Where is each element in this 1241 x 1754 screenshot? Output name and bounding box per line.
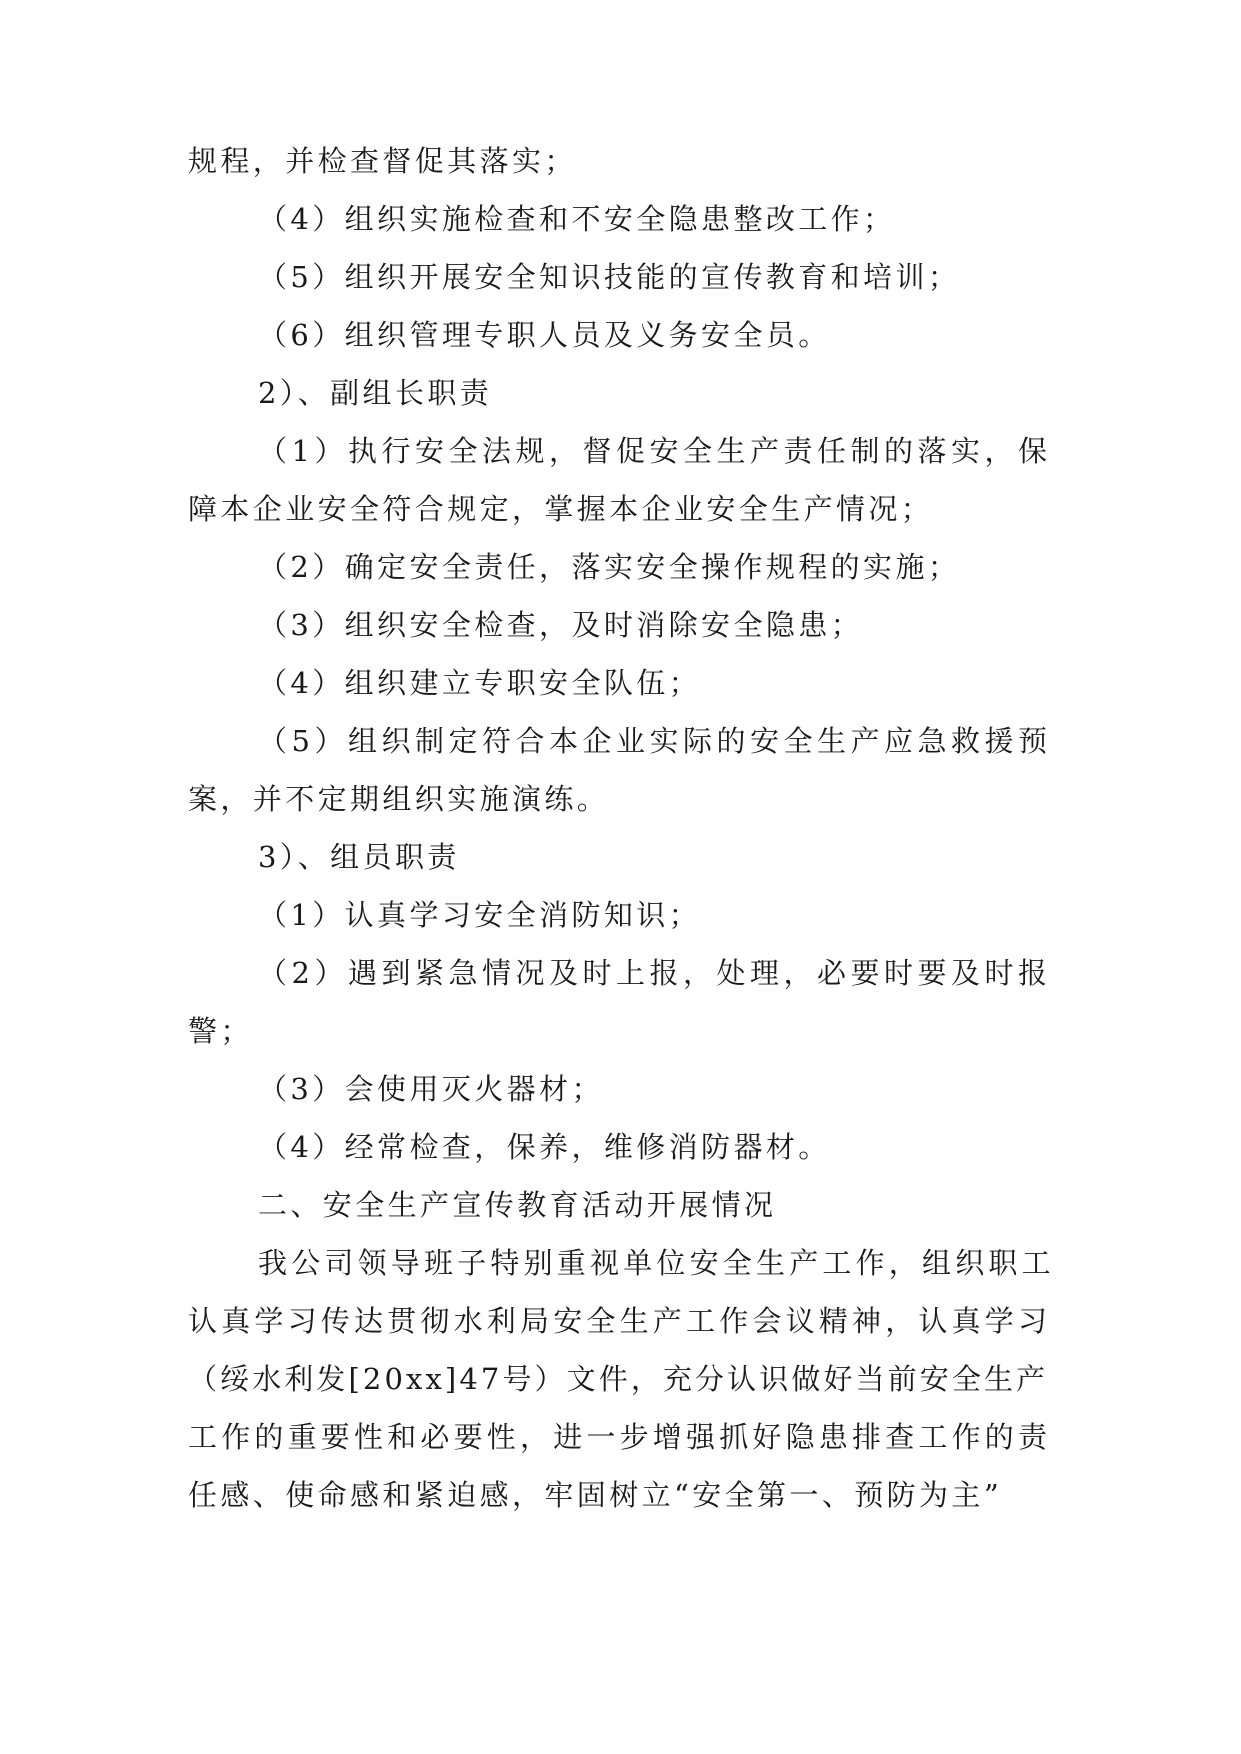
- text-line: 规程，并检查督促其落实；: [188, 144, 577, 178]
- text-line: （6）组织管理专职人员及义务安全员。: [258, 318, 831, 352]
- text-line: （4）经常检查，保养，维修消防器材。: [258, 1130, 831, 1164]
- text-line: （5）组织制定符合本企业实际的安全生产应急救援预: [258, 724, 1052, 758]
- text-line: （1）认真学习安全消防知识；: [258, 898, 702, 932]
- text-line: 我公司领导班子特别重视单位安全生产工作，组织职工: [258, 1246, 1055, 1280]
- text-line: （2）遇到紧急情况及时上报，处理，必要时要及时报: [258, 956, 1052, 990]
- section-heading: 二、安全生产宣传教育活动开展情况: [258, 1188, 777, 1222]
- text-line: （2）确定安全责任，落实安全操作规程的实施；: [258, 550, 961, 584]
- text-line: 工作的重要性和必要性，进一步增强抓好隐患排查工作的责: [188, 1420, 1052, 1454]
- text-line: （4）组织建立专职安全队伍；: [258, 666, 702, 700]
- text-line: （3）会使用灭火器材；: [258, 1072, 604, 1106]
- text-line: （绥水利发[20xx]47号）文件，充分认识做好当前安全生产: [188, 1362, 1049, 1396]
- text-line: 警；: [188, 1014, 253, 1048]
- text-line: 认真学习传达贯彻水利局安全生产工作会议精神，认真学习: [188, 1304, 1052, 1338]
- text-line: （1）执行安全法规，督促安全生产责任制的落实，保: [258, 434, 1052, 468]
- text-line: 任感、使命感和紧迫感，牢固树立“安全第一、预防为主”: [188, 1478, 1003, 1512]
- text-line: （3）组织安全检查，及时消除安全隐患；: [258, 608, 864, 642]
- section-heading: 2）、副组长职责: [258, 376, 493, 410]
- text-line: （4）组织实施检查和不安全隐患整改工作；: [258, 202, 896, 236]
- text-line: 案，并不定期组织实施演练。: [188, 782, 610, 816]
- text-line: （5）组织开展安全知识技能的宣传教育和培训；: [258, 260, 961, 294]
- text-line: 障本企业安全符合规定，掌握本企业安全生产情况；: [188, 492, 934, 526]
- section-heading: 3）、组员职责: [258, 840, 460, 874]
